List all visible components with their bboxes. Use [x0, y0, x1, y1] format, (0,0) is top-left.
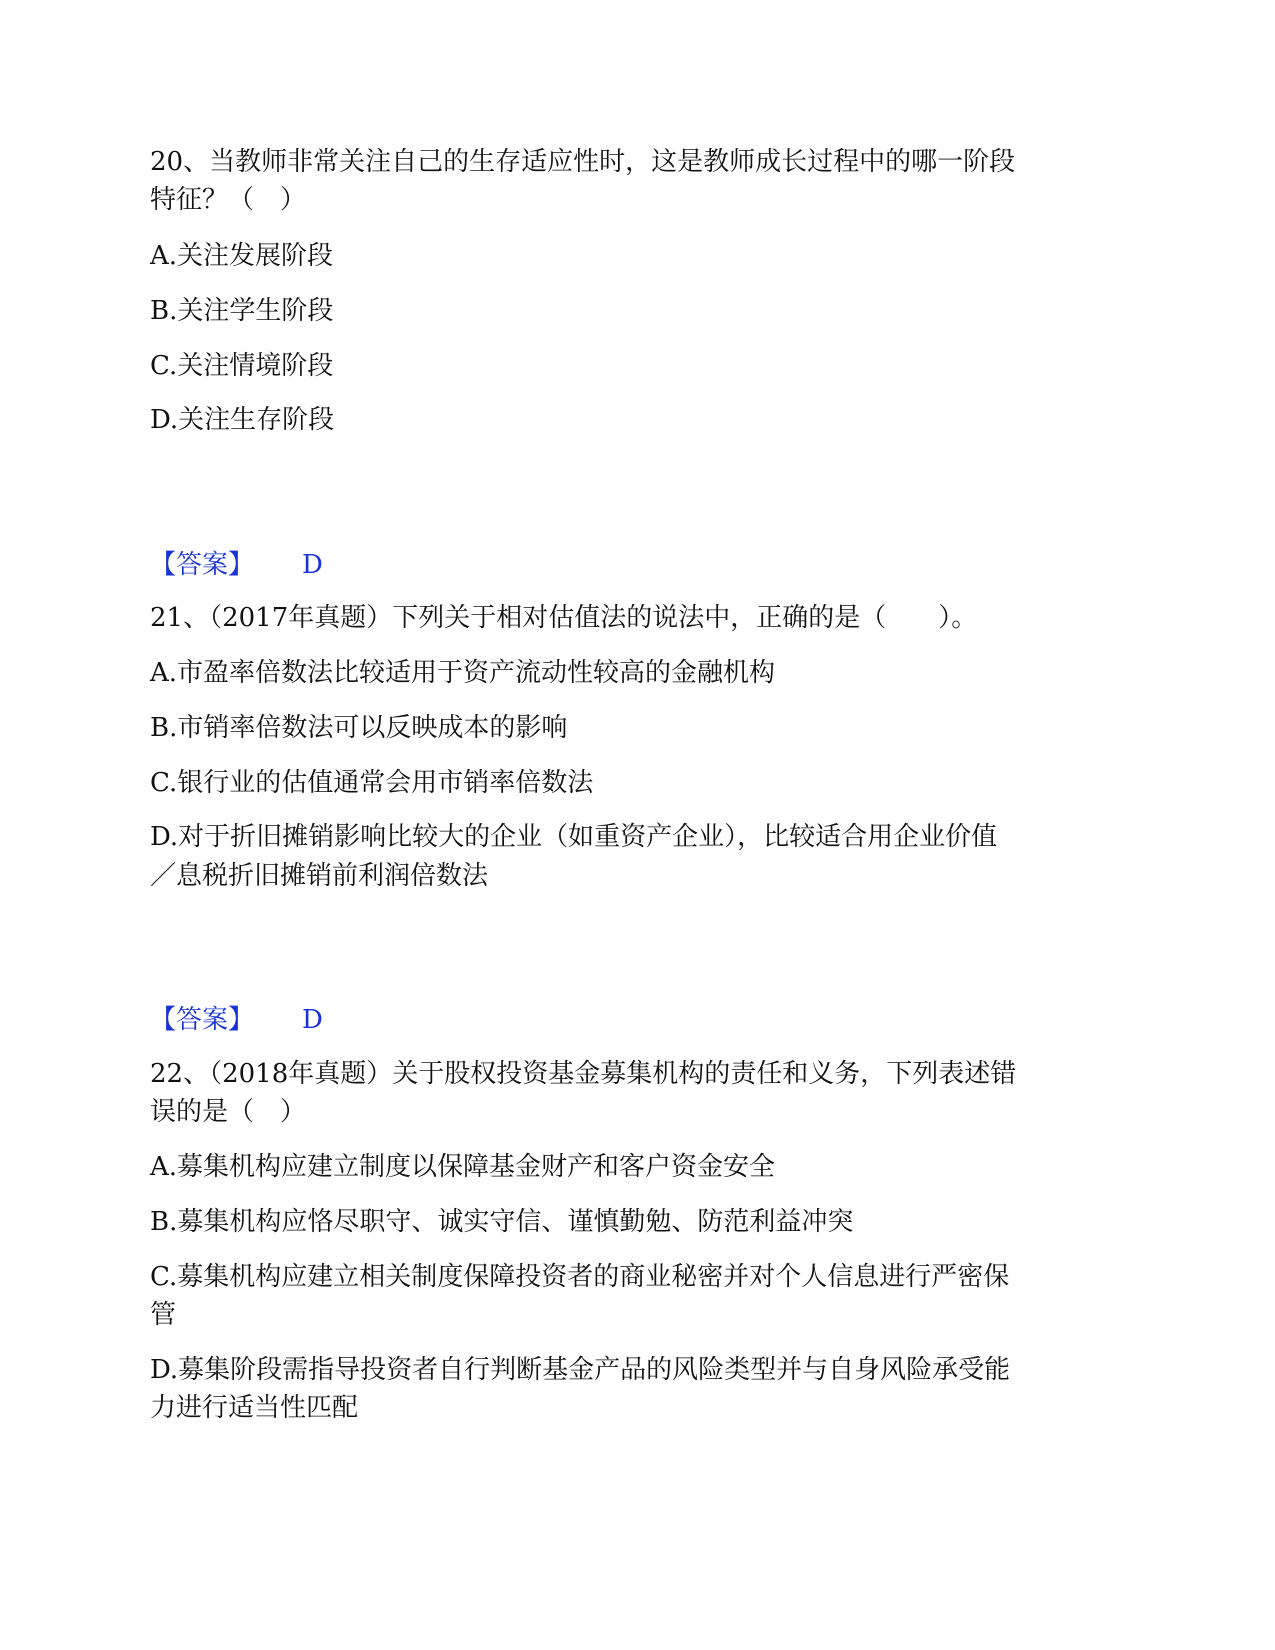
question-21-answer	[150, 1000, 1130, 1040]
question-22-stem-line-2: 误的是（ ）	[150, 1097, 307, 1127]
question-21-option-d-line-1: D.对于折旧摊销影响比较大的企业（如重资产企业），比较适合用企业价值	[150, 822, 998, 852]
question-20-option-a: A.关注发展阶段	[150, 241, 334, 271]
answer-value: D	[302, 1005, 323, 1035]
question-21-option-a: A.市盈率倍数法比较适用于资产流动性较高的金融机构	[150, 658, 776, 688]
question-22-option-a: A.募集机构应建立制度以保障基金财产和客户资金安全	[150, 1152, 776, 1182]
answer-value: D	[302, 550, 323, 580]
question-22-option-c-line-2: 管	[150, 1300, 177, 1330]
question-22-option-d-line-1: D.募集阶段需指导投资者自行判断基金产品的风险类型并与自身风险承受能	[150, 1355, 1011, 1385]
question-20-option-b: B.关注学生阶段	[150, 296, 334, 326]
question-21-option-d-line-2: ／息税折旧摊销前利润倍数法	[150, 861, 489, 891]
question-21-option-c: C.银行业的估值通常会用市销率倍数法	[150, 768, 594, 798]
question-20-option-c: C.关注情境阶段	[150, 351, 334, 381]
question-21-stem-line-1: 21、（2017年真题）下列关于相对估值法的说法中，正确的是（ ）。	[150, 603, 978, 633]
answer-label: 【答案】	[150, 550, 255, 580]
question-20-stem-line-2: 特征？（ ）	[150, 185, 307, 215]
question-22-stem-line-1: 22、（2018年真题）关于股权投资基金募集机构的责任和义务，下列表述错	[150, 1059, 1017, 1089]
question-21-option-b: B.市销率倍数法可以反映成本的影响	[150, 713, 568, 743]
question-20-answer	[150, 545, 1130, 585]
question-22-option-b: B.募集机构应恪尽职守、诚实守信、谨慎勤勉、防范利益冲突	[150, 1207, 854, 1237]
question-20-stem-line-1: 20、当教师非常关注自己的生存适应性时，这是教师成长过程中的哪一阶段	[150, 147, 1016, 177]
question-20-option-d: D.关注生存阶段	[150, 405, 335, 435]
question-22-option-d-line-2: 力进行适当性匹配	[150, 1393, 359, 1423]
answer-label: 【答案】	[150, 1005, 255, 1035]
question-22-option-c-line-1: C.募集机构应建立相关制度保障投资者的商业秘密并对个人信息进行严密保	[150, 1262, 1010, 1292]
